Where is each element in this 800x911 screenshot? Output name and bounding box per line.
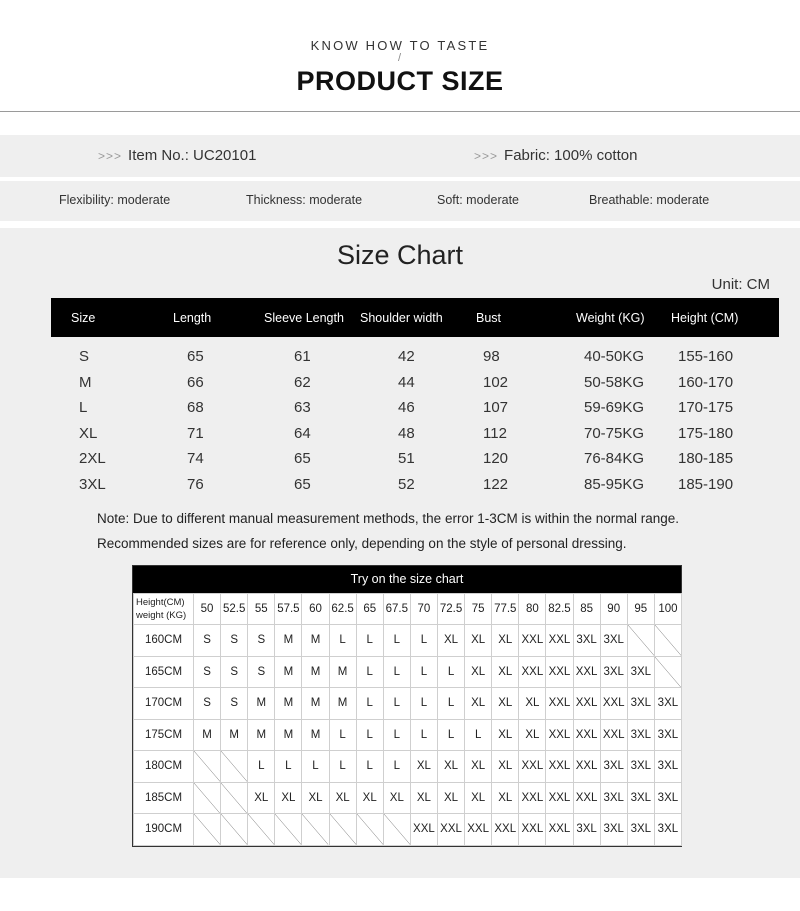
size-recommendation-cell: XXL: [410, 814, 437, 846]
size-cell: 62: [294, 373, 311, 391]
size-recommendation-cell: XXL: [573, 719, 600, 751]
size-recommendation-cell: 3XL: [654, 782, 681, 814]
column-header: Length: [173, 311, 212, 325]
size-recommendation-cell: 3XL: [627, 751, 654, 783]
size-cell: L: [79, 399, 88, 416]
size-recommendation-cell: XXL: [573, 782, 600, 814]
size-recommendation-cell: M: [329, 688, 356, 720]
size-recommendation-cell: XL: [410, 782, 437, 814]
diagonal-slash-icon: [221, 783, 247, 814]
weight-header: 85: [573, 594, 600, 625]
size-recommendation-cell: XXL: [546, 625, 573, 657]
size-cell: 70-75KG: [584, 424, 645, 442]
diagonal-slash-icon: [384, 814, 410, 845]
size-recommendation-cell: 3XL: [627, 719, 654, 751]
size-recommendation-cell: XL: [492, 625, 519, 657]
size-recommendation-cell: L: [383, 656, 410, 688]
size-row: [51, 397, 779, 423]
diagonal-slash-icon: [330, 814, 356, 845]
size-row: [51, 423, 779, 449]
size-cell: 44: [398, 373, 415, 391]
weight-header: 100: [654, 594, 681, 625]
diagonal-slash-icon: [221, 814, 247, 845]
size-recommendation-cell: L: [410, 719, 437, 751]
size-cell: 71: [187, 424, 204, 442]
column-header: Size: [71, 311, 96, 325]
column-header: Weight (KG): [576, 311, 645, 325]
height-label: 180CM: [134, 751, 194, 783]
diagonal-slash-icon: [194, 814, 220, 845]
size-recommendation-cell: L: [356, 751, 383, 783]
size-recommendation-cell: 3XL: [600, 814, 627, 846]
size-recommendation-cell: S: [194, 656, 221, 688]
size-row: [51, 474, 779, 500]
try-on-chart: [132, 565, 682, 847]
size-recommendation-cell: 3XL: [654, 814, 681, 846]
not-applicable-cell: [329, 814, 356, 846]
size-recommendation-cell: 3XL: [600, 782, 627, 814]
size-recommendation-cell: L: [275, 751, 302, 783]
size-cell: 122: [483, 475, 509, 493]
size-recommendation-cell: L: [437, 719, 464, 751]
size-cell: 180-185: [678, 450, 734, 467]
size-cell: 160-170: [678, 373, 734, 391]
size-recommendation-cell: L: [437, 688, 464, 720]
size-recommendation-cell: M: [275, 719, 302, 751]
height-row: [134, 814, 682, 846]
size-recommendation-cell: S: [248, 625, 275, 657]
size-recommendation-cell: XXL: [546, 688, 573, 720]
size-cell: 74: [187, 450, 204, 467]
size-chart-body: [51, 346, 779, 499]
column-header: Height (CM): [671, 311, 739, 325]
height-row: [134, 719, 682, 751]
size-recommendation-cell: XXL: [546, 656, 573, 688]
size-recommendation-cell: XL: [519, 719, 546, 751]
size-recommendation-cell: S: [194, 688, 221, 720]
size-recommendation-cell: L: [410, 688, 437, 720]
size-recommendation-cell: L: [383, 688, 410, 720]
weight-header: 57.5: [275, 594, 302, 625]
size-recommendation-cell: XL: [492, 719, 519, 751]
height-label: 175CM: [134, 719, 194, 751]
size-recommendation-cell: M: [275, 688, 302, 720]
size-recommendation-cell: L: [356, 656, 383, 688]
size-recommendation-cell: XXL: [492, 814, 519, 846]
arrows-icon: >>>: [98, 149, 123, 163]
size-chart-title: Size Chart: [336, 240, 464, 270]
weight-header: 50: [194, 594, 221, 625]
size-cell: 40-50KG: [584, 348, 645, 365]
size-recommendation-cell: L: [302, 751, 329, 783]
size-recommendation-cell: M: [302, 656, 329, 688]
weight-header: 90: [600, 594, 627, 625]
size-chart-header: [51, 298, 779, 337]
size-recommendation-cell: XXL: [600, 688, 627, 720]
size-recommendation-cell: M: [329, 656, 356, 688]
not-applicable-cell: [356, 814, 383, 846]
weight-header: 80: [519, 594, 546, 625]
size-recommendation-cell: XXL: [519, 656, 546, 688]
fabric-text: Fabric: 100% cotton: [504, 147, 638, 164]
size-cell: 63: [294, 399, 311, 416]
size-recommendation-cell: M: [221, 719, 248, 751]
weight-header: 70: [410, 594, 437, 625]
arrows-icon: >>>: [474, 149, 499, 163]
size-recommendation-cell: 3XL: [573, 814, 600, 846]
not-applicable-cell: [221, 751, 248, 783]
size-recommendation-cell: M: [248, 719, 275, 751]
weight-header: 67.5: [383, 594, 410, 625]
size-recommendation-cell: L: [356, 688, 383, 720]
height-row: [134, 782, 682, 814]
size-recommendation-cell: L: [329, 751, 356, 783]
page-header: [0, 0, 800, 113]
diagonal-slash-icon: [655, 657, 681, 688]
size-cell: 76-84KG: [584, 450, 645, 467]
size-cell: 98: [483, 348, 500, 365]
weight-header: 95: [627, 594, 654, 625]
weight-header: 77.5: [492, 594, 519, 625]
size-recommendation-cell: XXL: [519, 782, 546, 814]
size-recommendation-cell: XL: [465, 688, 492, 720]
size-recommendation-cell: XL: [410, 751, 437, 783]
size-recommendation-cell: S: [248, 656, 275, 688]
size-cell: 112: [483, 424, 507, 442]
item-number-text: Item No.: UC20101: [128, 147, 257, 164]
weight-header: 55: [248, 594, 275, 625]
size-cell: 2XL: [79, 450, 106, 467]
page-title: PRODUCT SIZE: [296, 66, 504, 96]
size-recommendation-cell: XXL: [600, 719, 627, 751]
size-recommendation-cell: 3XL: [600, 751, 627, 783]
size-recommendation-cell: S: [221, 625, 248, 657]
size-recommendation-cell: M: [248, 688, 275, 720]
header-slash: /: [398, 52, 402, 64]
size-recommendation-cell: L: [248, 751, 275, 783]
weight-header: 62.5: [329, 594, 356, 625]
weight-header: 60: [302, 594, 329, 625]
diagonal-slash-icon: [357, 814, 383, 845]
size-cell: 107: [483, 399, 509, 416]
size-cell: 50-58KG: [584, 373, 645, 391]
diagonal-slash-icon: [628, 625, 654, 656]
not-applicable-cell: [221, 814, 248, 846]
size-cell: 64: [294, 424, 311, 442]
weight-header-row: [134, 594, 682, 625]
unit-label: Unit: CM: [711, 276, 770, 293]
size-recommendation-cell: 3XL: [627, 782, 654, 814]
size-cell: 65: [294, 475, 311, 493]
diagonal-slash-icon: [302, 814, 328, 845]
height-axis-label: Height(CM): [136, 597, 185, 608]
not-applicable-cell: [194, 751, 221, 783]
size-recommendation-cell: XL: [437, 625, 464, 657]
size-cell: 85-95KG: [584, 475, 645, 493]
size-recommendation-cell: XL: [492, 751, 519, 783]
size-cell: 42: [398, 348, 415, 365]
weight-header: 65: [356, 594, 383, 625]
size-cell: 175-180: [678, 424, 734, 442]
size-recommendation-cell: L: [437, 656, 464, 688]
size-recommendation-cell: 3XL: [654, 719, 681, 751]
size-recommendation-cell: XL: [492, 782, 519, 814]
size-cell: 52: [398, 475, 415, 493]
size-cell: 59-69KG: [584, 399, 645, 416]
size-recommendation-cell: L: [383, 625, 410, 657]
size-recommendation-cell: XL: [519, 688, 546, 720]
size-cell: 185-190: [678, 475, 734, 493]
size-cell: S: [79, 348, 90, 365]
try-on-chart-title: Try on the size chart: [133, 566, 681, 593]
size-recommendation-cell: 3XL: [654, 688, 681, 720]
size-recommendation-cell: XXL: [437, 814, 464, 846]
size-recommendation-cell: XL: [437, 782, 464, 814]
size-recommendation-cell: M: [302, 688, 329, 720]
size-cell: 48: [398, 424, 415, 442]
size-recommendation-cell: XXL: [546, 751, 573, 783]
size-row: [51, 448, 779, 474]
size-recommendation-cell: M: [194, 719, 221, 751]
size-cell: 170-175: [678, 399, 734, 416]
height-label: 190CM: [134, 814, 194, 846]
property-flexibility: Flexibility: moderate: [59, 193, 171, 207]
size-recommendation-cell: 3XL: [627, 656, 654, 688]
size-recommendation-cell: 3XL: [600, 625, 627, 657]
diagonal-slash-icon: [248, 814, 274, 845]
size-recommendation-cell: M: [275, 625, 302, 657]
size-cell: M: [79, 373, 92, 391]
size-cell: 61: [294, 348, 311, 365]
header-kicker: KNOW HOW TO TASTE: [310, 38, 490, 53]
size-recommendation-cell: XL: [383, 782, 410, 814]
not-applicable-cell: [654, 625, 681, 657]
weight-header: 75: [465, 594, 492, 625]
properties-band: [0, 181, 800, 221]
weight-header: 82.5: [546, 594, 573, 625]
size-cell: 51: [398, 450, 415, 467]
size-recommendation-cell: XL: [465, 625, 492, 657]
property-soft: Soft: moderate: [437, 193, 519, 207]
size-recommendation-cell: L: [356, 625, 383, 657]
size-cell: 102: [483, 373, 509, 391]
weight-axis-label: weight (KG): [136, 610, 187, 621]
size-cell: 120: [483, 450, 509, 467]
size-recommendation-cell: L: [356, 719, 383, 751]
not-applicable-cell: [248, 814, 275, 846]
diagonal-slash-icon: [194, 783, 220, 814]
size-recommendation-cell: XL: [465, 782, 492, 814]
size-recommendation-cell: M: [275, 656, 302, 688]
size-recommendation-cell: L: [383, 719, 410, 751]
not-applicable-cell: [627, 625, 654, 657]
size-recommendation-cell: XL: [329, 782, 356, 814]
try-on-table: [133, 593, 682, 846]
height-label: 165CM: [134, 656, 194, 688]
height-row: [134, 656, 682, 688]
property-thickness: Thickness: moderate: [246, 193, 363, 207]
not-applicable-cell: [302, 814, 329, 846]
diagonal-slash-icon: [275, 814, 301, 845]
size-recommendation-cell: XL: [492, 656, 519, 688]
size-recommendation-cell: 3XL: [600, 656, 627, 688]
size-recommendation-cell: 3XL: [627, 688, 654, 720]
not-applicable-cell: [194, 814, 221, 846]
weight-header: 72.5: [437, 594, 464, 625]
height-row: [134, 751, 682, 783]
header-divider: [0, 111, 800, 112]
size-cell: 76: [187, 475, 204, 493]
size-recommendation-cell: M: [302, 625, 329, 657]
size-recommendation-cell: XXL: [465, 814, 492, 846]
size-cell: 46: [398, 399, 415, 416]
size-recommendation-cell: XXL: [546, 719, 573, 751]
size-recommendation-cell: S: [221, 656, 248, 688]
fabric-info: [474, 147, 637, 164]
size-recommendation-cell: L: [465, 719, 492, 751]
diagonal-slash-icon: [194, 751, 220, 782]
size-recommendation-cell: L: [410, 656, 437, 688]
property-breathable: Breathable: moderate: [589, 193, 710, 207]
size-row: [51, 346, 779, 372]
size-recommendation-cell: XXL: [546, 782, 573, 814]
diagonal-slash-icon: [221, 751, 247, 782]
size-recommendation-cell: L: [329, 625, 356, 657]
size-recommendation-cell: XXL: [573, 656, 600, 688]
weight-header: 52.5: [221, 594, 248, 625]
size-recommendation-cell: 3XL: [654, 751, 681, 783]
corner-label: [134, 594, 194, 625]
height-row: [134, 688, 682, 720]
size-recommendation-cell: L: [410, 625, 437, 657]
size-recommendation-cell: XXL: [573, 751, 600, 783]
size-recommendation-cell: L: [329, 719, 356, 751]
height-label: 160CM: [134, 625, 194, 657]
size-recommendation-cell: XL: [437, 751, 464, 783]
size-recommendation-cell: XL: [275, 782, 302, 814]
not-applicable-cell: [275, 814, 302, 846]
size-recommendation-cell: 3XL: [627, 814, 654, 846]
size-recommendation-cell: L: [383, 751, 410, 783]
measurement-note: Note: Due to different manual measurement methods, the error 1-3CM is within the normal range.: [97, 511, 680, 526]
size-recommendation-cell: XXL: [519, 625, 546, 657]
size-recommendation-cell: XXL: [573, 688, 600, 720]
size-cell: 68: [187, 399, 204, 416]
column-header: Sleeve Length: [264, 311, 344, 325]
info-band: [0, 135, 800, 177]
size-recommendation-cell: XL: [302, 782, 329, 814]
item-number: [98, 147, 256, 164]
size-cell: 155-160: [678, 348, 734, 365]
size-recommendation-cell: S: [221, 688, 248, 720]
size-recommendation-cell: XXL: [519, 814, 546, 846]
size-recommendation-cell: XL: [248, 782, 275, 814]
size-cell: 65: [294, 450, 311, 467]
height-label: 185CM: [134, 782, 194, 814]
size-cell: 65: [187, 348, 204, 365]
size-recommendation-cell: M: [302, 719, 329, 751]
size-recommendation-cell: XXL: [546, 814, 573, 846]
column-header: Shoulder width: [360, 311, 443, 325]
not-applicable-cell: [194, 782, 221, 814]
recommendation-note: Recommended sizes are for reference only, depending on the style of personal dressing.: [97, 536, 627, 551]
size-recommendation-cell: S: [194, 625, 221, 657]
height-label: 170CM: [134, 688, 194, 720]
size-cell: XL: [79, 424, 98, 442]
size-recommendation-cell: 3XL: [573, 625, 600, 657]
size-row: [51, 372, 779, 398]
size-recommendation-cell: XL: [465, 751, 492, 783]
diagonal-slash-icon: [655, 625, 681, 656]
size-cell: 66: [187, 373, 204, 391]
height-row: [134, 625, 682, 657]
not-applicable-cell: [654, 656, 681, 688]
not-applicable-cell: [221, 782, 248, 814]
size-recommendation-cell: XL: [356, 782, 383, 814]
not-applicable-cell: [383, 814, 410, 846]
size-recommendation-cell: XL: [465, 656, 492, 688]
size-recommendation-cell: XXL: [519, 751, 546, 783]
column-header: Bust: [476, 311, 502, 325]
size-recommendation-cell: XL: [492, 688, 519, 720]
size-cell: 3XL: [79, 475, 106, 493]
